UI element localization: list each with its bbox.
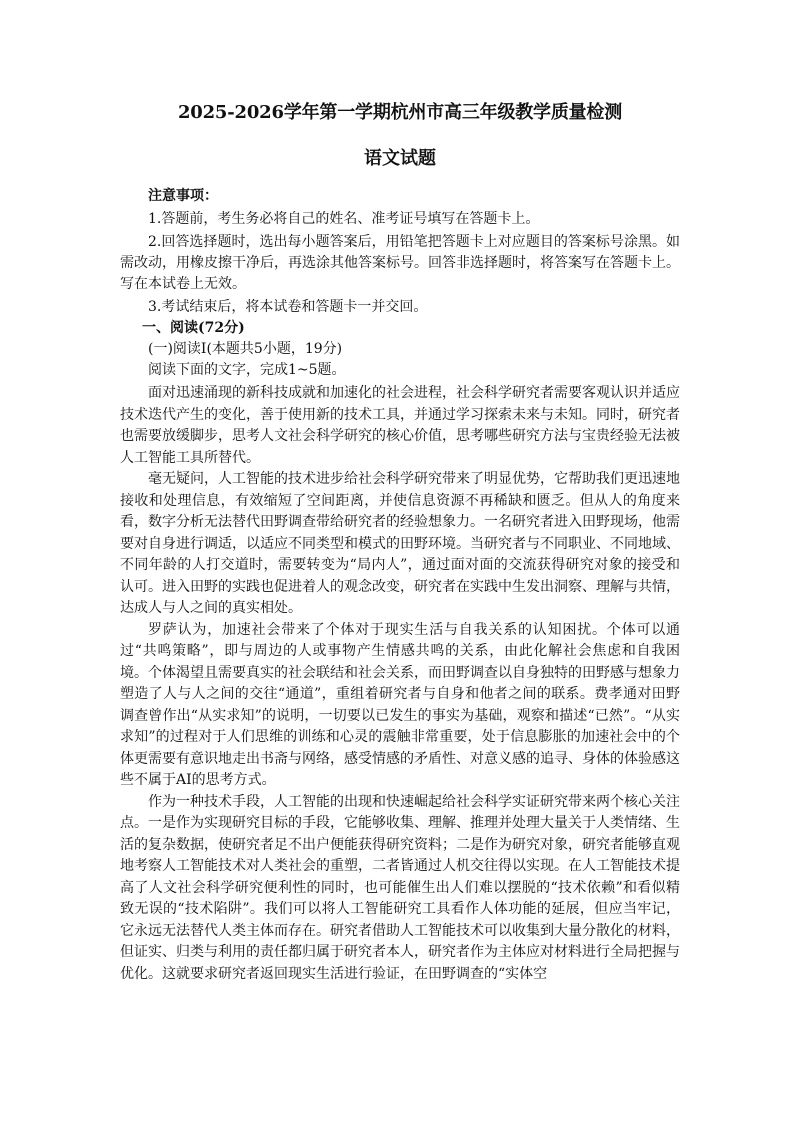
part1-subheading: (一)阅读Ⅰ(本题共5小题，19分) <box>148 341 343 357</box>
exam-page <box>120 100 680 985</box>
notice-item-2: 2.回答选择题时，选出每小题答案后，用铅笔把答题卡上对应题目的答案标号涂黑。如需改动，用橡皮擦干净后，再选涂其他答案标号。回答非选择题时，将答案写在答题卡上。写在本试卷上无效。 <box>120 234 680 292</box>
part1-heading: 一、阅读(72分) <box>142 320 245 336</box>
part1-instruction: 阅读下面的文字，完成1~5题。 <box>148 362 346 378</box>
notice-heading: 注意事项： <box>148 188 218 204</box>
reading-passage <box>120 383 680 985</box>
passage-paragraph-2: 毫无疑问，人工智能的技术进步给社会科学研究带来了明显优势，它帮助我们更迅速地接收和处理信息，有效缩短了空间距离，并使信息资源不再稀缺和匮乏。但从人的角度来看，数字分析无法替代田野调查带给研究者的经验想象力。一名研究者进入田野现场，他需要对自身进行调适，以适应不同类型和模式的田野环境。当研究者与不同职业、不同地域、不同年龄的人打交道时，需要转变为“局内人”，通过面对面的交流获得研究对象的接受和认可。进入田野的实践也促进着人的观念改变，研究者在实践中生发出洞察、理解与共情，达成人与人之间的真实相处。 <box>120 471 680 616</box>
passage-paragraph-1: 面对迅速涌现的新科技成就和加速化的社会进程，社会科学研究者需要客观认识并适应技术迭代产生的变化，善于使用新的技术工具，并通过学习探索未来与未知。同时，研究者也需要放缓脚步，思考人文社会科学研究的核心价值，思考哪些研究方法与宝贵经验无法被人工智能工具所替代。 <box>120 385 680 466</box>
notice-section <box>120 186 680 318</box>
exam-subtitle: 语文试题 <box>364 148 436 169</box>
notice-item-1: 1.答题前，考生务必将自己的姓名、准考证号填写在答题卡上。 <box>148 211 540 227</box>
passage-paragraph-3: 罗萨认为，加速社会带来了个体对于现实生活与自我关系的认知困扰。个体可以通过“共鸣策略”，即与周边的人或事物产生情感共鸣的关系，由此化解社会焦虑和自我困境。个体渴望且需要真实的社会联结和社会关系，而田野调查以自身独特的田野感与想象力塑造了人与人之间的交往“通道”，重组着研究者与自身和他者之间的联系。费孝通对田野调查曾作出“从实求知”的说明，一切要以已发生的事实为基础，观察和描述“已然”。“从实求知”的过程对于人们思维的训练和心灵的震触非常重要，处于信息膨胀的加速社会中的个体更需要有意识地走出书斋与网络，感受情感的矛盾性、对意义感的追寻、身体的体验感这些不属于AI的思考方式。 <box>120 621 680 788</box>
notice-item-3: 3.考试结束后，将本试卷和答题卡一并交回。 <box>148 299 428 315</box>
exam-title: 2025-2026学年第一学期杭州市高三年级教学质量检测 <box>177 102 623 123</box>
part1-section <box>120 318 680 381</box>
passage-paragraph-4: 作为一种技术手段，人工智能的出现和快速崛起给社会科学实证研究带来两个核心关注点。一是作为实现研究目标的手段，它能够收集、理解、推理并处理大量关于人类情绪、生活的复杂数据，使研究者足不出户便能获得研究资料；二是作为研究对象，研究者能够直观地考察人工智能技术对人类社会的重塑，二者皆通过人机交往得以实现。在人工智能技术提高了人文社会科学研究便利性的同时，也可能催生出人们难以摆脱的“技术依赖”和看似精致无误的“技术陷阱”。我们可以将人工智能研究工具看作人体功能的延展，但应当牢记，它永远无法替代人类主体而存在。研究者借助人工智能技术可以收集到大量分散化的材料，但证实、归类与利用的责任都归属于研究者本人，研究者作为主体应对材料进行全局把握与优化。这就要求研究者返回现实生活进行验证，在田野调查的“实体空 <box>120 793 680 982</box>
